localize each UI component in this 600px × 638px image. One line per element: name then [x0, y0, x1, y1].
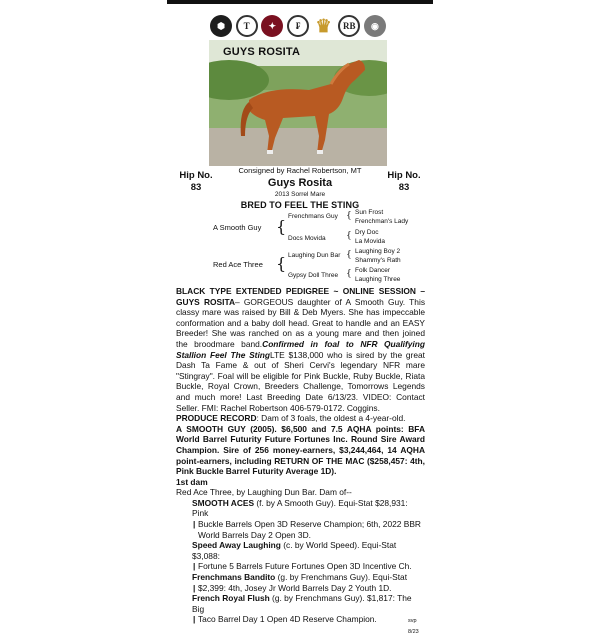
pedigree-sire: A Smooth Guy — [213, 223, 262, 232]
bar-icon: | — [193, 582, 196, 593]
offspring-continuation — [192, 561, 425, 572]
offspring-line — [192, 540, 425, 561]
offspring-continuation — [192, 614, 425, 635]
bred-to: BRED TO FEEL THE STING — [240, 200, 360, 210]
intro-heading: BLACK TYPE EXTENDED PEDIGREE ~ ONLINE SESSION – GUYS ROSITA — [176, 286, 425, 307]
brace-icon: { — [276, 217, 287, 236]
horse-name: Guys Rosita — [267, 177, 333, 189]
logo-grey-seal-icon: ◉ — [364, 15, 386, 37]
offspring-continuation-text: $2,399: 4th, Josey Jr World Barrels Day 2 Youth 1D. — [198, 582, 392, 593]
logo-seal-icon: ⬢ — [210, 15, 232, 37]
offspring-detail: (c. by World Speed). Equi-Stat $3,088: — [192, 540, 397, 561]
pedigree-ddd: Laughing Three — [355, 276, 401, 283]
pedigree-dam-sire: Laughing Dun Bar — [288, 252, 341, 259]
pedigree-dds: Folk Dancer — [355, 267, 391, 274]
offspring-line — [192, 593, 425, 614]
intro-text-2: LTE $138,000 who is sired by the great Dash Ta Fame & out of Sheri Cervi's legendary NFR mare "Stingray". Foal will be eligible for Pink Buckle, Ruby Buckle, Riata Buckle, Royal Crown, Breeders Challenge, Tomorrows Legends and much more! Last Breeding Date 6/13/23. VIDEO: Contact Seller. FMI: Rachel Robertson 406-579-0172. Coggins. — [176, 349, 425, 413]
catalog-text — [176, 286, 426, 635]
pedigree-dsd: Shammy's Rath — [355, 257, 401, 264]
offspring-continuation — [192, 519, 425, 540]
intro-paragraph — [176, 286, 425, 413]
intro-text: – GORGEOUS daughter of A Smooth Guy. This classy mare was raised by Bill & Deb Myers. She has impeccable conformation and a baby doll head. Great to handle and an EASY Breeder! She was ranched on as a young mare and then joined the broodmare band. — [176, 296, 426, 349]
offspring-detail: (f. by A Smooth Guy). Equi-Stat $28,931: Pink — [192, 497, 408, 519]
offspring-name: Frenchmans Bandito — [192, 572, 276, 583]
offspring-entry — [176, 540, 425, 572]
offspring-list — [176, 497, 425, 635]
bar-icon: | — [193, 614, 196, 625]
footnote: svp 8/23 — [408, 618, 419, 635]
sponsor-logos — [210, 12, 386, 40]
logo-red-badge-icon: ✦ — [261, 15, 283, 37]
hip-label: Hip No. — [179, 170, 213, 181]
pedigree-sdd: La Movida — [355, 238, 385, 245]
offspring-detail: (g. by Frenchmans Guy). $1,817: The Big — [192, 593, 412, 614]
pedigree-ssd: Frenchman's Lady — [355, 218, 409, 225]
offspring-detail: (g. by Frenchmans Guy). Equi-Stat — [275, 572, 408, 583]
bar-icon: | — [193, 519, 196, 530]
brace-icon: { — [346, 269, 352, 279]
pedigree-dss: Laughing Boy 2 — [355, 248, 401, 255]
pedigree-dam-dam: Gypsy Doll Three — [288, 272, 339, 279]
offspring-entry — [176, 572, 425, 593]
brace-icon: { — [346, 250, 352, 260]
offspring-entry — [176, 593, 425, 635]
logo-t-icon: T — [236, 15, 258, 37]
offspring-entry — [176, 498, 425, 540]
consigned-by: Consigned by Rachel Robertson, MT — [238, 166, 362, 175]
hip-value: 83 — [190, 182, 202, 193]
pedigree-sss: Sun Frost — [355, 209, 384, 216]
horse-description: 2013 Sorrel Mare — [274, 191, 326, 198]
logo-rb-icon: RB — [338, 15, 360, 37]
brace-icon: { — [346, 231, 352, 241]
pedigree-sds: Dry Doc — [355, 229, 379, 236]
produce-label: PRODUCE RECORD — [176, 413, 257, 424]
produce-record — [176, 413, 425, 424]
first-dam-line: Red Ace Three, by Laughing Dun Bar. Dam of-- — [176, 487, 352, 498]
hip-label: Hip No. — [387, 170, 421, 181]
offspring-line — [192, 498, 425, 519]
offspring-continuation — [192, 583, 425, 594]
offspring-name: Speed Away Laughing — [192, 540, 281, 551]
first-dam-label: 1st dam — [176, 476, 208, 487]
sire-summary: A SMOOTH GUY (2005). $6,500 and 7.5 AQHA points: BFA World Barrel Futurity Future Fortunes Inc. Round Sire Award Champion. Sire of 256 money-earners, $3,244,464, 14 AQHA point-earners, including RETURN OF THE MAC ($258,457: 4th, Pink Buckle Barrel Futurity Average 1D). — [176, 423, 425, 477]
offspring-continuation-text: Fortune 5 Barrels Future Fortunes Open 3D Incentive Ch. — [198, 561, 412, 572]
offspring-name: French Royal Flush — [192, 593, 270, 604]
photo-label: GUYS ROSITA — [223, 46, 301, 58]
hip-value: 83 — [398, 182, 410, 193]
horse-photo — [209, 40, 387, 166]
top-rule — [167, 0, 433, 4]
offspring-continuation-text: Taco Barrel Day 1 Open 4D Reserve Champion. — [198, 614, 377, 625]
offspring-continuation-text: Buckle Barrels Open 3D Reserve Champion; 6th, 2022 BBR World Barrels Day 2 Open 3D. — [198, 519, 421, 540]
logo-fs-icon: ₣ — [287, 15, 309, 37]
logo-crown-icon: ♛ — [315, 15, 332, 36]
pedigree-sire-dam: Docs Movida — [288, 235, 326, 242]
pedigree-sire-sire: Frenchmans Guy — [288, 213, 338, 220]
confirmed-in-foal: Confirmed in foal to NFR Qualifying Stallion Feel The Sting — [176, 338, 425, 360]
brace-icon: { — [346, 211, 352, 221]
brace-icon: { — [276, 254, 287, 273]
produce-text: : Dam of 3 foals, the oldest a 4-year-old. — [256, 413, 406, 424]
pedigree-dam: Red Ace Three — [213, 260, 263, 269]
bar-icon: | — [193, 561, 196, 572]
offspring-line — [192, 572, 425, 583]
offspring-name: SMOOTH ACES — [192, 497, 255, 508]
